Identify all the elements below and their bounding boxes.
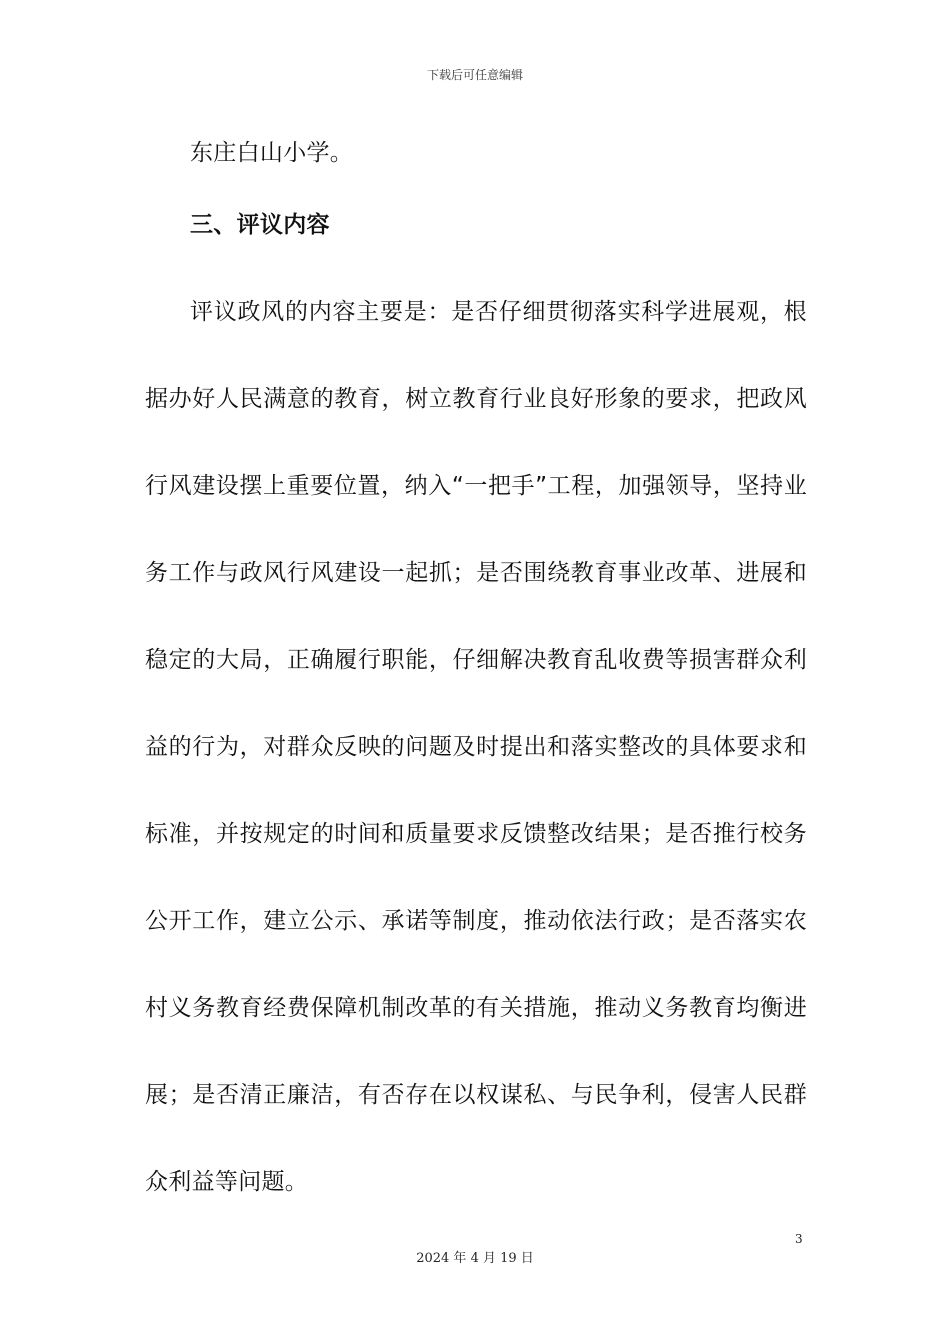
intro-line: 东庄白山小学。	[190, 140, 354, 166]
page-header: 下载后可任意编辑	[426, 68, 523, 82]
paragraph-line: 行风建设摆上重要位置，纳入“一把手”工程，加强领导，坚持业	[145, 473, 807, 499]
paragraph-line: 众利益等问题。	[145, 1169, 309, 1195]
paragraph-line: 公开工作，建立公示、承诺等制度，推动依法行政；是否落实农	[145, 908, 807, 934]
paragraph-line: 稳定的大局，正确履行职能，仔细解决教育乱收费等损害群众利	[145, 647, 807, 673]
paragraph-line: 务工作与政风行风建设一起抓；是否围绕教育事业改革、进展和	[145, 560, 807, 586]
page-number: 3	[795, 1232, 803, 1246]
paragraph-line: 据办好人民满意的教育，树立教育行业良好形象的要求，把政风	[145, 386, 807, 412]
paragraph-line: 评议政风的内容主要是：是否仔细贯彻落实科学进展观，根	[190, 299, 807, 325]
paragraph-line: 村义务教育经费保障机制改革的有关措施，推动义务教育均衡进	[145, 995, 807, 1021]
paragraph-line: 标准，并按规定的时间和质量要求反馈整改结果；是否推行校务	[145, 821, 807, 847]
section-heading: 三、评议内容	[190, 212, 330, 238]
document-body	[145, 128, 807, 1244]
footer-date: 2024 年 4 月 19 日	[416, 1251, 534, 1266]
paragraph-line: 益的行为，对群众反映的问题及时提出和落实整改的具体要求和	[145, 734, 807, 760]
paragraph-line: 展；是否清正廉洁，有否存在以权谋私、与民争利，侵害人民群	[145, 1082, 807, 1108]
